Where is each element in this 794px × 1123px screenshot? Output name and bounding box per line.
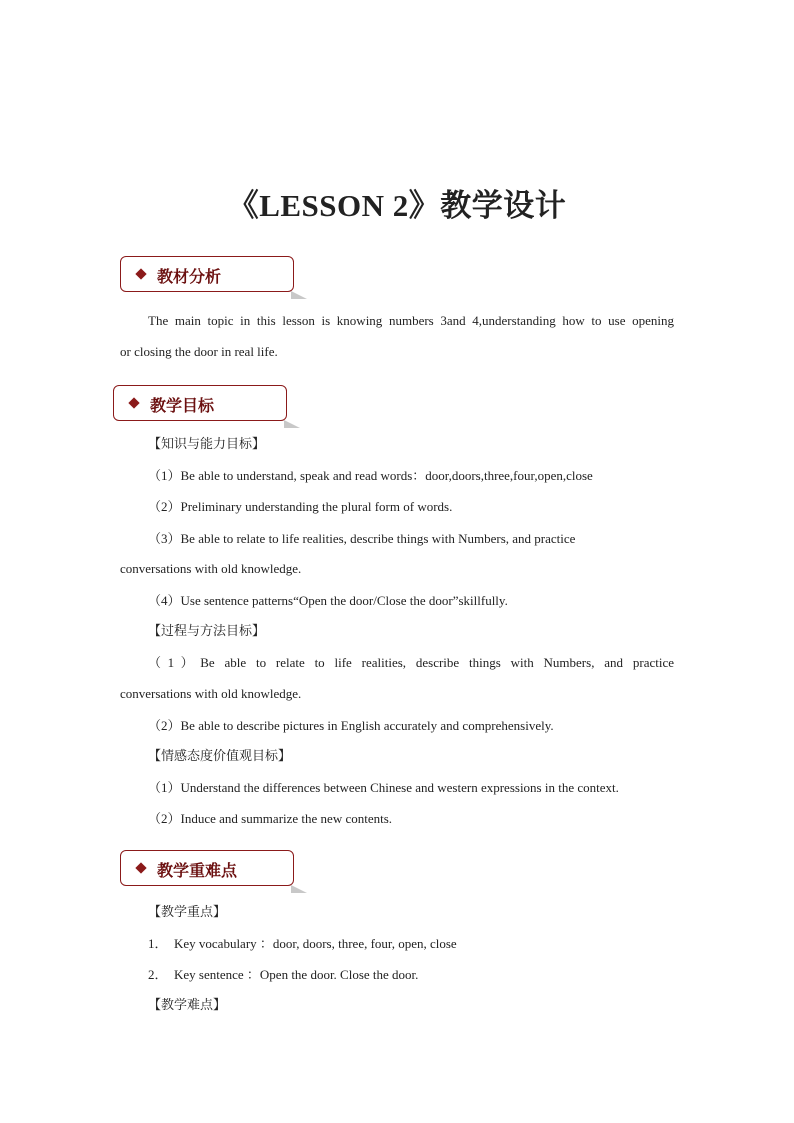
list-number: 2． — [148, 967, 168, 982]
keypoint-heading: 【教学难点】 — [148, 998, 227, 1013]
page-title: 《LESSON 2》教学设计 — [227, 188, 567, 223]
header-shadow — [291, 291, 307, 299]
goal-heading: 【知识与能力目标】 — [148, 437, 266, 452]
goal-heading: 【情感态度价值观目标】 — [148, 749, 292, 764]
goal-heading: 【过程与方法目标】 — [148, 624, 266, 639]
keypoint-heading: 【教学重点】 — [148, 905, 227, 920]
diamond-bullet-icon — [128, 397, 139, 408]
section-label: 教学重难点 — [157, 861, 238, 880]
goal-item: （1）Understand the differences between Chinese and western expressions in the context. — [148, 780, 619, 795]
header-shadow — [284, 420, 300, 428]
analysis-line: or closing the door in real life. — [120, 344, 278, 359]
keypoint-item — [148, 934, 702, 954]
header-shadow — [291, 885, 307, 893]
keypoint-text: Key vocabulary ：door, doors, three, four, open, close — [174, 936, 457, 951]
section-label: 教学目标 — [150, 396, 215, 415]
section-header-analysis — [120, 256, 294, 292]
section-label: 教材分析 — [157, 267, 222, 286]
section-header-keypoints — [120, 850, 294, 886]
diamond-bullet-icon — [135, 268, 146, 279]
goal-item: （4）Use sentence patterns“Open the door/Close the door”skillfully. — [148, 593, 508, 608]
goal-item: conversations with old knowledge. — [120, 561, 302, 576]
keypoint-text: Key sentence ：Open the door. Close the door. — [174, 967, 419, 982]
goal-item: （1）Be able to relate to life realities, describe things with Numbers, and practice — [148, 655, 674, 670]
goal-item: （2）Induce and summarize the new contents. — [148, 811, 393, 826]
diamond-bullet-icon — [135, 862, 146, 873]
goal-item: （3）Be able to relate to life realities, describe things with Numbers, and practice — [148, 531, 576, 546]
section-header-goals — [113, 385, 287, 421]
goal-item: （1）Be able to understand, speak and read words：door,doors,three,four,open,close — [148, 468, 593, 483]
list-number: 1． — [148, 936, 168, 951]
goal-item: （2）Be able to describe pictures in English accurately and comprehensively. — [148, 718, 554, 733]
analysis-line: The main topic in this lesson is knowing numbers 3and 4,understanding how to use opening — [148, 313, 674, 328]
goal-item: conversations with old knowledge. — [120, 686, 302, 701]
goal-item: （2）Preliminary understanding the plural form of words. — [148, 499, 453, 514]
keypoint-item — [148, 965, 702, 985]
